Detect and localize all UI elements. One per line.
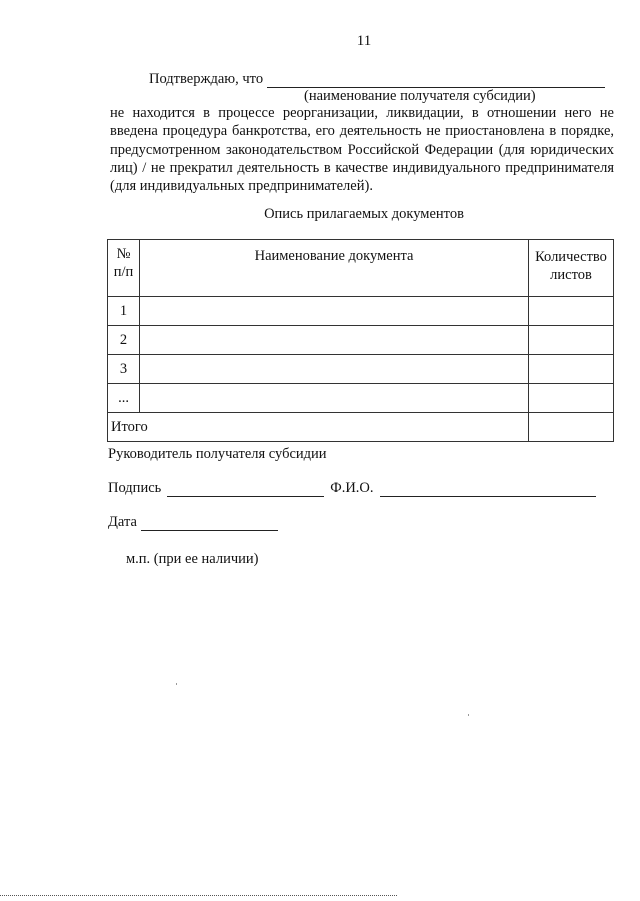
row-doc-name-cell[interactable] [140,326,529,355]
fio-blank[interactable] [380,480,596,497]
table-total-row [108,413,614,442]
confirm-line [149,68,619,88]
fio-label: Ф.И.О. [330,480,374,496]
total-label: Итого [108,413,529,442]
row-doc-name-cell[interactable] [140,384,529,413]
table-row [108,326,614,355]
header-qty-line2: листов [550,267,592,283]
date-blank[interactable] [141,514,278,531]
confirm-prefix: Подтверждаю, что [149,71,264,87]
date-line [108,514,278,531]
signature-line [108,480,596,497]
header-num-line1: № [116,246,131,262]
row-sheet-count-cell[interactable] [529,297,614,326]
row-num: ... [108,384,140,413]
table-row [108,384,614,413]
row-num: 2 [108,326,140,355]
table-row [108,355,614,384]
row-doc-name-cell[interactable] [140,297,529,326]
date-label: Дата [108,514,137,530]
row-sheet-count-cell[interactable] [529,326,614,355]
confirmation-text [110,104,614,195]
scan-speck [176,683,177,685]
stamp-note: м.п. (при ее наличии) [126,551,259,567]
page-number: 11 [356,33,372,49]
scan-edge-line [0,895,397,896]
head-label: Руководитель получателя субсидии [108,446,327,462]
row-doc-name-cell[interactable] [140,355,529,384]
recipient-name-blank[interactable] [267,71,605,88]
row-sheet-count-cell[interactable] [529,384,614,413]
inventory-table [107,239,614,442]
table-row [108,297,614,326]
header-num-line2: п/п [113,264,134,280]
row-num: 3 [108,355,140,384]
inventory-title: Опись прилагаемых документов [264,206,464,222]
header-sheet-count [529,240,614,297]
header-qty-line1: Количество [535,249,607,265]
header-doc-name: Наименование документа [140,240,529,297]
row-num: 1 [108,297,140,326]
recipient-hint: (наименование получателя субсидии) [304,88,536,104]
total-sheet-count-cell[interactable] [529,413,614,442]
header-num [108,240,140,297]
signature-label: Подпись [108,480,162,496]
row-sheet-count-cell[interactable] [529,355,614,384]
scan-speck [468,714,469,716]
signature-blank[interactable] [167,480,324,497]
table-header-row [108,240,614,297]
confirmation-paragraph: не находится в процессе реорганизации, ликвидации, в отношении него не введена процедура банкротства, его деятельность не приостановлена в порядке, предусмотренном законодательством Российской Федерации (для юридических лиц) / не прекратил деятельность в качестве индивидуального предпринимателя (для индивидуальных предпринимателей). [110,105,614,195]
